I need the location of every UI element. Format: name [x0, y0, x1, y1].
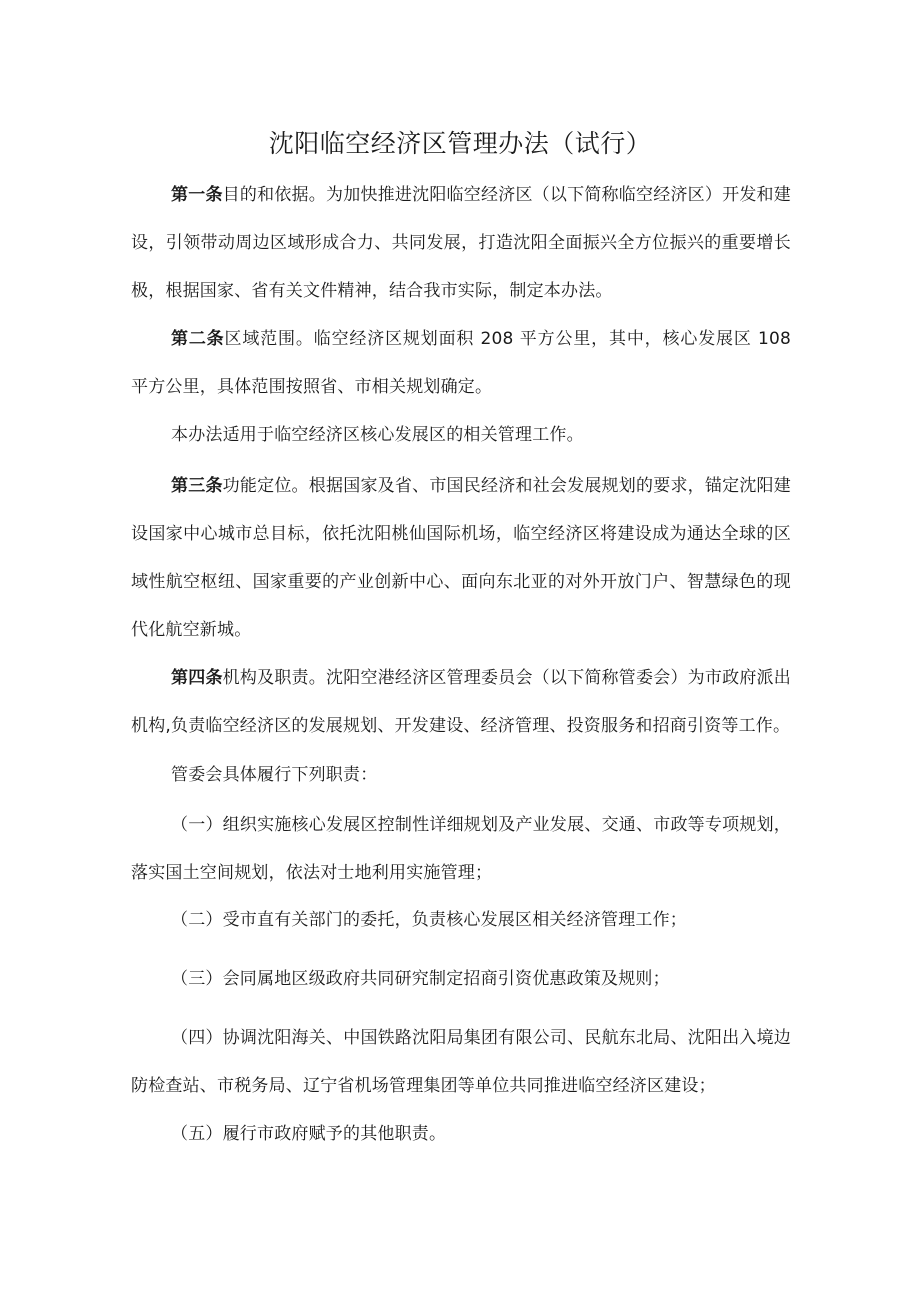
duty-3-text: （三）会同属地区级政府共同研究制定招商引资优惠政策及规则； — [171, 969, 670, 989]
duty-4-paragraph — [131, 1014, 791, 1110]
duties-intro-paragraph — [131, 751, 791, 799]
article-1-heading: 第一条 — [171, 185, 223, 205]
article-1-text: 目的和依据。为加快推进沈阳临空经济区（以下简称临空经济区）开发和建设，引领带动周边区域形成合力、共同发展，打造沈阳全面振兴全方位振兴的重要增长极，根据国家、省有关文件精神，结合我市实际，制定本办法。 — [131, 185, 791, 301]
article-2-heading: 第二条 — [171, 329, 225, 349]
article-2-paragraph — [131, 315, 791, 411]
scope-paragraph — [131, 411, 791, 459]
article-3-text: 功能定位。根据国家及省、市国民经济和社会发展规划的要求，锚定沈阳建设国家中心城市总目标，依托沈阳桃仙国际机场，临空经济区将建设成为通达全球的区域性航空枢纽、国家重要的产业创新中心、面向东北亚的对外开放门户、智慧绿色的现代化航空新城。 — [131, 476, 791, 640]
duty-2-text: （二）受市直有关部门的委托，负责核心发展区相关经济管理工作； — [171, 910, 687, 930]
article-4-paragraph — [131, 654, 791, 750]
duty-5-text: （五）履行市政府赋予的其他职责。 — [171, 1124, 447, 1144]
duties-intro-text: 管委会具体履行下列职责： — [171, 765, 378, 785]
duty-2-paragraph — [131, 896, 791, 944]
duty-1-text: （一）组织实施核心发展区控制性详细规划及产业发展、交通、市政等专项规划，落实国土空间规划，依法对士地利用实施管理； — [131, 815, 791, 883]
article-1-paragraph — [131, 171, 791, 315]
article-4-heading: 第四条 — [171, 668, 223, 688]
scope-text: 本办法适用于临空经济区核心发展区的相关管理工作。 — [171, 425, 584, 445]
article-3-paragraph — [131, 462, 791, 654]
duty-4-text: （四）协调沈阳海关、中国铁路沈阳局集团有限公司、民航东北局、沈阳出入境边防检查站、市税务局、辽宁省机场管理集团等单位共同推进临空经济区建设； — [131, 1028, 791, 1096]
duty-5-paragraph — [131, 1110, 791, 1158]
duty-3-paragraph — [131, 955, 791, 1003]
duty-1-paragraph — [131, 801, 791, 897]
article-4-text: 机构及职责。沈阳空港经济区管理委员会（以下简称管委会）为市政府派出机构,负责临空经济区的发展规划、开发建设、经济管理、投资服务和招商引资等工作。 — [131, 668, 791, 736]
article-2-text: 区域范围。临空经济区规划面积 208 平方公里，其中，核心发展区 108 平方公里，具体范围按照省、市相关规划确定。 — [131, 329, 791, 397]
document-title: 沈阳临空经济区管理办法（试行） — [268, 129, 652, 158]
article-3-heading: 第三条 — [171, 476, 223, 496]
